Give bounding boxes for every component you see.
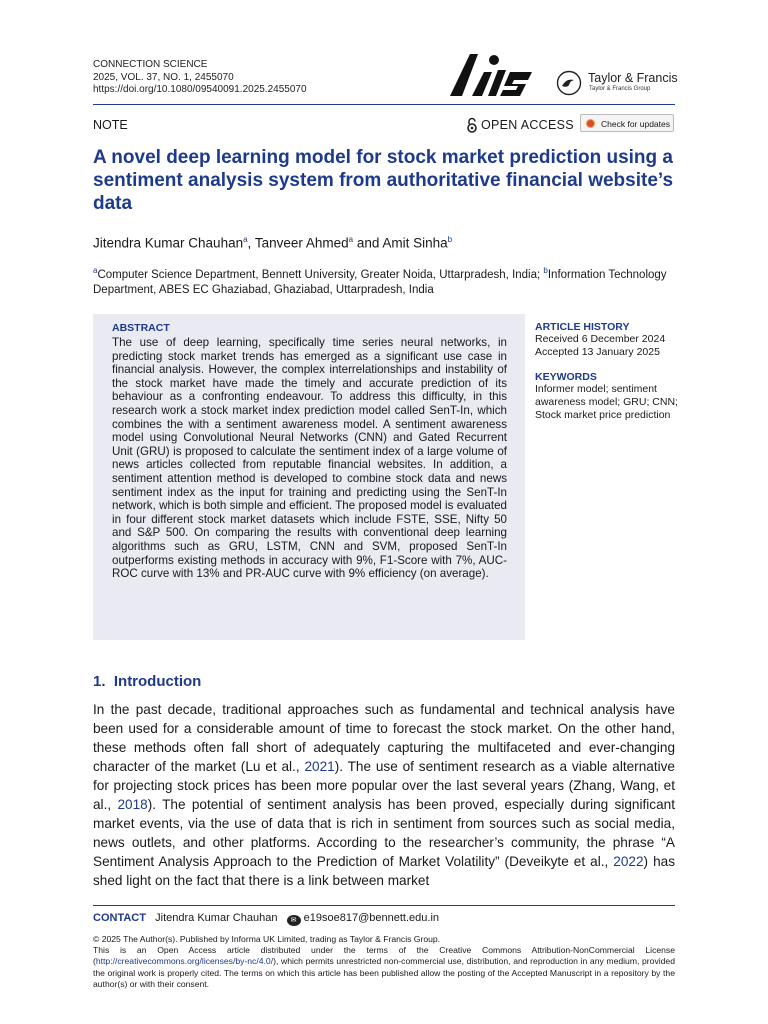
author-name[interactable]: Jitendra Kumar Chauhan <box>93 235 244 251</box>
contact-name: Jitendra Kumar Chauhan <box>155 912 278 924</box>
affil-b: Information Technology Department, ABES EC Ghaziabad, Ghaziabad, Uttarpradesh, India <box>93 268 667 296</box>
publisher-logo-icon <box>556 70 582 96</box>
author-affil-mark: a <box>348 235 354 244</box>
abstract-text: The use of deep learning, specifically time series neural networks, in predicting stock market trends has emerged as a significant use case in financial analysis. However, the complex interrelationships and instability of the stock market have made the timely and accurate prediction of its behaviour as a confronting endeavour. To address this difficulty, in this research work a stock market index prediction model called SenT-In, which combines the with a sentiment awareness model. A sentiment awareness model using Convolutional Neural Networks (CNN) and Gated Recurrent Unit (GRU) is proposed to calculate the sentiment index of a large volume of news articles collected from reputable financial websites. In addition, a sentiment attention method is developed to combine stock data and news sentiment index as the input for training and predicting using the SenT-In network, which is both simple and efficient. The proposed model is evaluated in four different stock market datasets which include FSTE, SSE, Nifty 50 and S&P 500. On comparing the results with conventional deep learning algorithms such as GRU, LSTM, CNN and SVM, proposed SenT-In outperforms existing methods in accuracy with 9%, F1-Score with 7%, AUC-ROC curve with 13% and PR-AUC curve with 9% efficiency (on average). <box>112 336 507 581</box>
author-name[interactable]: Amit Sinha <box>382 235 448 251</box>
author-affil-mark: a <box>243 235 248 244</box>
check-updates-label: Check for updates <box>601 119 670 129</box>
abstract-box <box>93 314 525 640</box>
article-history <box>535 321 685 359</box>
body-text-run: ) has shed light on the fact that there is a link between market <box>93 854 675 888</box>
email-icon: ✉ <box>287 915 301 926</box>
footer-rule <box>93 905 675 906</box>
contact-line <box>93 912 439 926</box>
journal-volume: 2025, VOL. 37, NO. 1, 2455070 <box>93 71 234 83</box>
copyright-line: © 2025 The Author(s). Published by Informa UK Limited, trading as Taylor & Francis Group. <box>93 934 441 944</box>
journal-header <box>93 59 307 97</box>
license-link[interactable]: http://creativecommons.org/licenses/by-nc/4.0/ <box>95 956 274 967</box>
affil-mark: a <box>93 266 98 275</box>
check-updates-button[interactable] <box>580 114 674 132</box>
section-number: 1. <box>93 673 106 690</box>
body-text-run: ). The potential of sentiment analysis has been proved, especially during significant market events, via the use of data that is rich in sentiment from sources such as social media, news outlets, and other platforms. According to the researcher’s community, the phrase “A Sentiment Analysis Approach to the Prediction of Market Volatility” (Deveikyte et al., <box>93 797 675 869</box>
header-rule <box>93 104 675 105</box>
journal-doi[interactable]: https://doi.org/10.1080/09540091.2025.2455070 <box>93 84 307 95</box>
author-separator: and <box>353 235 383 251</box>
history-accepted: Accepted 13 January 2025 <box>535 346 660 358</box>
journal-logo <box>448 50 540 98</box>
keywords <box>535 371 681 422</box>
body-text-run: In the past decade, traditional approaches such as fundamental and technical analysis have been used for a considerable amount of time to forecast the stock market. On the other hand, these methods often fall short of adequately capturing the multifaceted and ever-changing character of the market (Lu et al., <box>93 702 675 774</box>
license-text: ), which permits unrestricted non-commercial use, distribution, and reproduction in any medium, provided the original work is properly cited. The terms on which this article has been published allow the posting of the Accepted Manuscript in a repository by the author(s) or with their consent. <box>93 956 675 989</box>
history-heading: ARTICLE HISTORY <box>535 321 630 333</box>
keywords-text: Informer model; sentiment awareness model; GRU; CNN; Stock market price prediction <box>535 383 678 421</box>
affiliations <box>93 263 693 298</box>
license-text: This is an Open Access article distributed under the terms of the Creative Commons Attribution-NonCommercial License ( <box>93 945 675 967</box>
license-notice <box>93 934 675 990</box>
author-list <box>93 235 452 251</box>
body-text-run: ). The use of sentiment research as a viable alternative for projecting stock prices has been more popular over the last several years (Zhang, Wang, et al., <box>93 759 675 812</box>
author-affil-mark: b <box>447 235 453 244</box>
publisher-group: Taylor & Francis Group <box>589 86 651 92</box>
abstract-heading: ABSTRACT <box>112 322 170 334</box>
contact-label: CONTACT <box>93 912 146 924</box>
keywords-heading: KEYWORDS <box>535 371 597 383</box>
citation-link[interactable]: 2021 <box>304 759 335 774</box>
author-separator: , <box>247 235 255 251</box>
section-title: Introduction <box>113 673 202 690</box>
affil-mark: b <box>543 266 548 275</box>
citation-link[interactable]: 2018 <box>117 797 148 812</box>
article-title: A novel deep learning model for stock market prediction using a sentiment analysis system from authoritative financial website’s data <box>93 147 674 214</box>
citation-link[interactable]: 2022 <box>613 854 644 869</box>
intro-paragraph <box>93 700 675 890</box>
article-type: NOTE <box>93 118 128 132</box>
section-heading <box>93 673 201 690</box>
affil-a: Computer Science Department, Bennett University, Greater Noida, Uttarpradesh, India; <box>97 268 544 281</box>
journal-name: CONNECTION SCIENCE <box>93 59 208 70</box>
author-name[interactable]: Tanveer Ahmed <box>254 235 349 251</box>
check-updates-icon <box>586 119 595 128</box>
open-access-label: OPEN ACCESS <box>481 118 574 132</box>
contact-email[interactable]: e19soe817@bennett.edu.in <box>303 912 440 924</box>
history-received: Received 6 December 2024 <box>535 333 666 345</box>
open-access-icon <box>466 117 478 133</box>
publisher-name: Taylor & Francis <box>588 71 678 85</box>
